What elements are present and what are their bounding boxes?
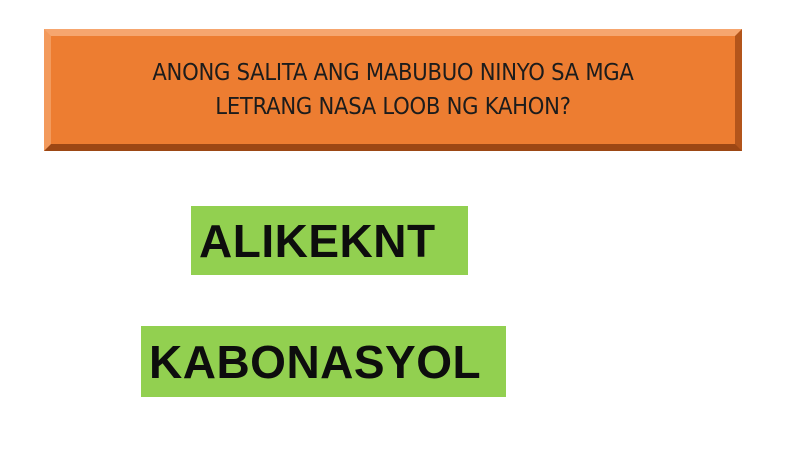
question-line-1: ANONG SALITA ANG MABUBUO NINYO SA MGA xyxy=(152,60,634,86)
question-line-2: LETRANG NASA LOOB NG KAHON? xyxy=(215,94,571,120)
scrambled-word-1: ALIKEKNT xyxy=(199,214,436,267)
scrambled-word-box-1 xyxy=(191,206,468,275)
question-text xyxy=(117,56,669,124)
scrambled-word-box-2 xyxy=(141,326,506,397)
scrambled-word-2: KABONASYOL xyxy=(149,335,482,388)
question-banner xyxy=(44,29,742,151)
